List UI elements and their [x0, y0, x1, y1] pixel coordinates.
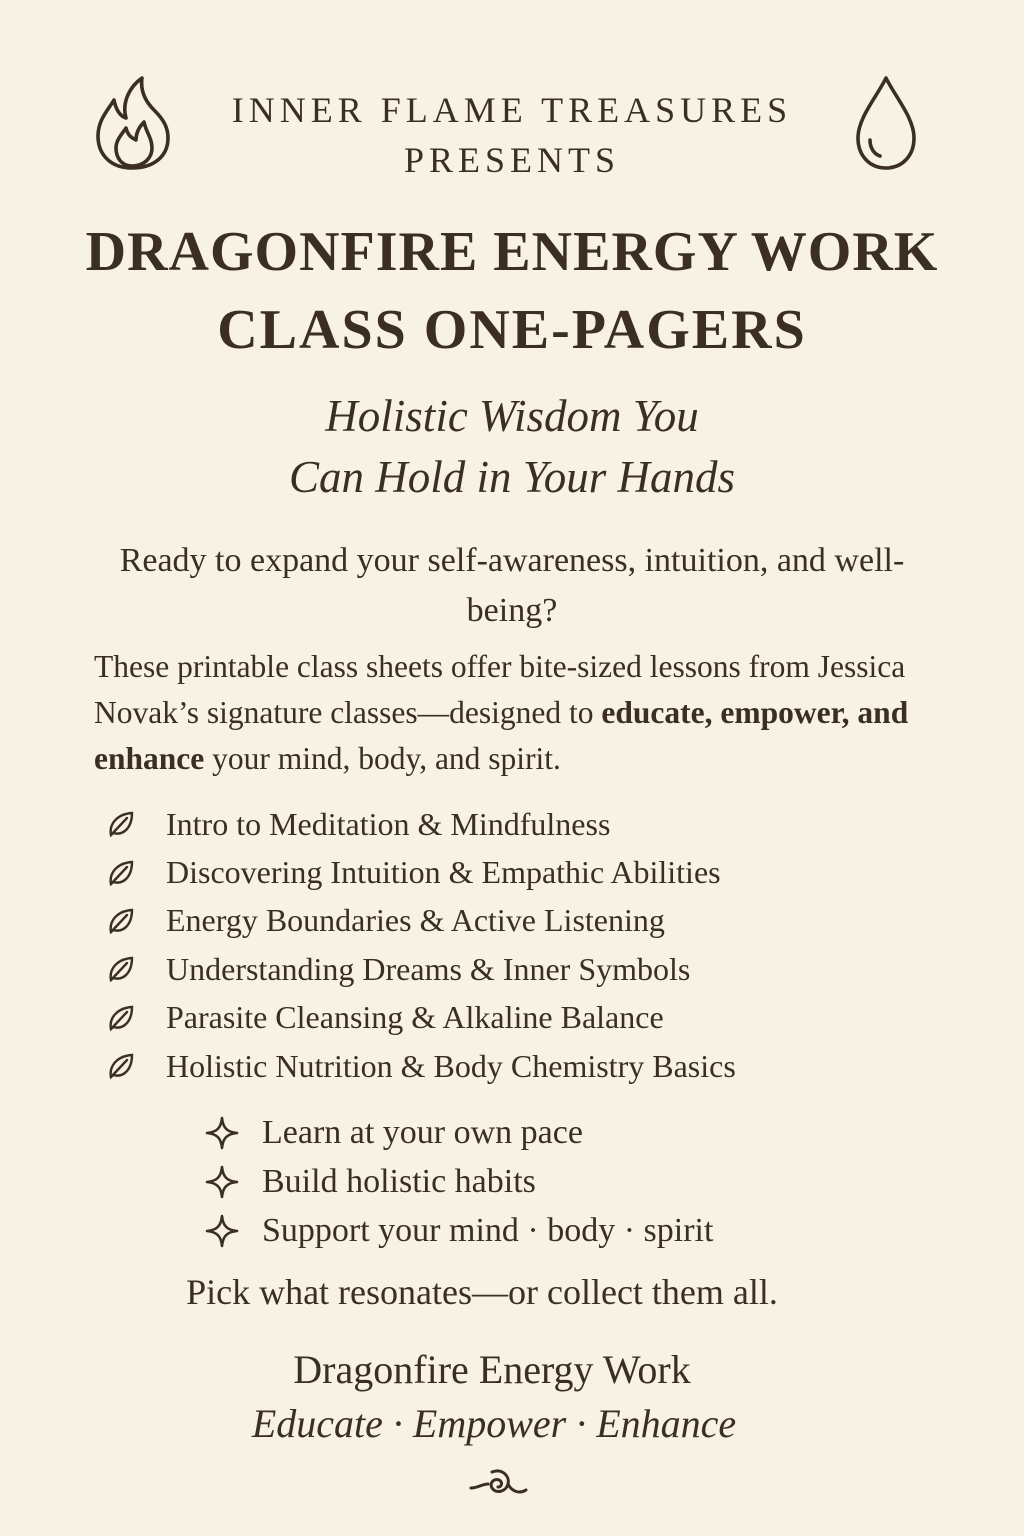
benefit-text: Support your mind · body · spirit: [262, 1211, 714, 1249]
class-title: Parasite Cleansing & Alkaline Balance: [166, 999, 664, 1036]
leaf-icon: [106, 954, 136, 984]
footer-motto: Educate · Empower · Enhance: [251, 1401, 737, 1446]
sparkle-icon: [204, 1213, 240, 1249]
list-item: [106, 994, 736, 1042]
leaf-icon: [106, 906, 136, 936]
sparkle-icon: [204, 1164, 240, 1200]
intro-paragraph: [94, 644, 934, 782]
leaf-icon: [106, 1003, 136, 1033]
list-item: [204, 1206, 713, 1255]
intro-question: Ready to expand your self-awareness, intuition, and well-being?: [119, 542, 905, 629]
intro-text-start: These printable class sheets offer bite-sized lessons from Jessica Novak’s signature classes—designed to: [94, 649, 906, 730]
sparkle-icon: [204, 1115, 240, 1151]
page-subtitle: CLASS ONE-PAGERS: [217, 299, 807, 361]
presenter-name: INNER FLAME TREASURES: [231, 90, 793, 130]
class-title: Discovering Intuition & Empathic Abilities: [166, 854, 721, 891]
page-title: DRAGONFIRE ENERGY WORK: [85, 221, 939, 283]
benefit-text: Build holistic habits: [262, 1162, 536, 1200]
intro-text-end: your mind, body, and spirit.: [204, 741, 561, 776]
call-to-action: Pick what resonates—or collect them all.: [186, 1272, 778, 1312]
class-list: [106, 800, 736, 1090]
list-item: [106, 945, 736, 993]
swirl-ornament-icon: [468, 1462, 532, 1502]
benefit-list: [204, 1108, 713, 1255]
footer-brand: Dragonfire Energy Work: [293, 1347, 691, 1392]
class-title: Energy Boundaries & Active Listening: [166, 902, 665, 939]
leaf-icon: [106, 1051, 136, 1081]
benefit-text: Learn at your own pace: [262, 1113, 583, 1151]
list-item: [204, 1108, 713, 1157]
leaf-icon: [106, 809, 136, 839]
list-item: [106, 897, 736, 945]
class-title: Holistic Nutrition & Body Chemistry Basics: [166, 1047, 736, 1084]
leaf-icon: [106, 858, 136, 888]
class-title: Understanding Dreams & Inner Symbols: [166, 950, 691, 987]
intro-bold-text: educate, empower, and enhance: [94, 695, 909, 776]
list-item: [106, 848, 736, 896]
list-item: [204, 1157, 713, 1206]
list-item: [106, 800, 736, 848]
presenter-label: PRESENTS: [403, 140, 621, 180]
list-item: [106, 1042, 736, 1090]
tagline-line-2: Can Hold in Your Hands: [289, 452, 735, 502]
class-title: Intro to Meditation & Mindfulness: [166, 805, 611, 842]
tagline-line-1: Holistic Wisdom You: [325, 391, 699, 441]
